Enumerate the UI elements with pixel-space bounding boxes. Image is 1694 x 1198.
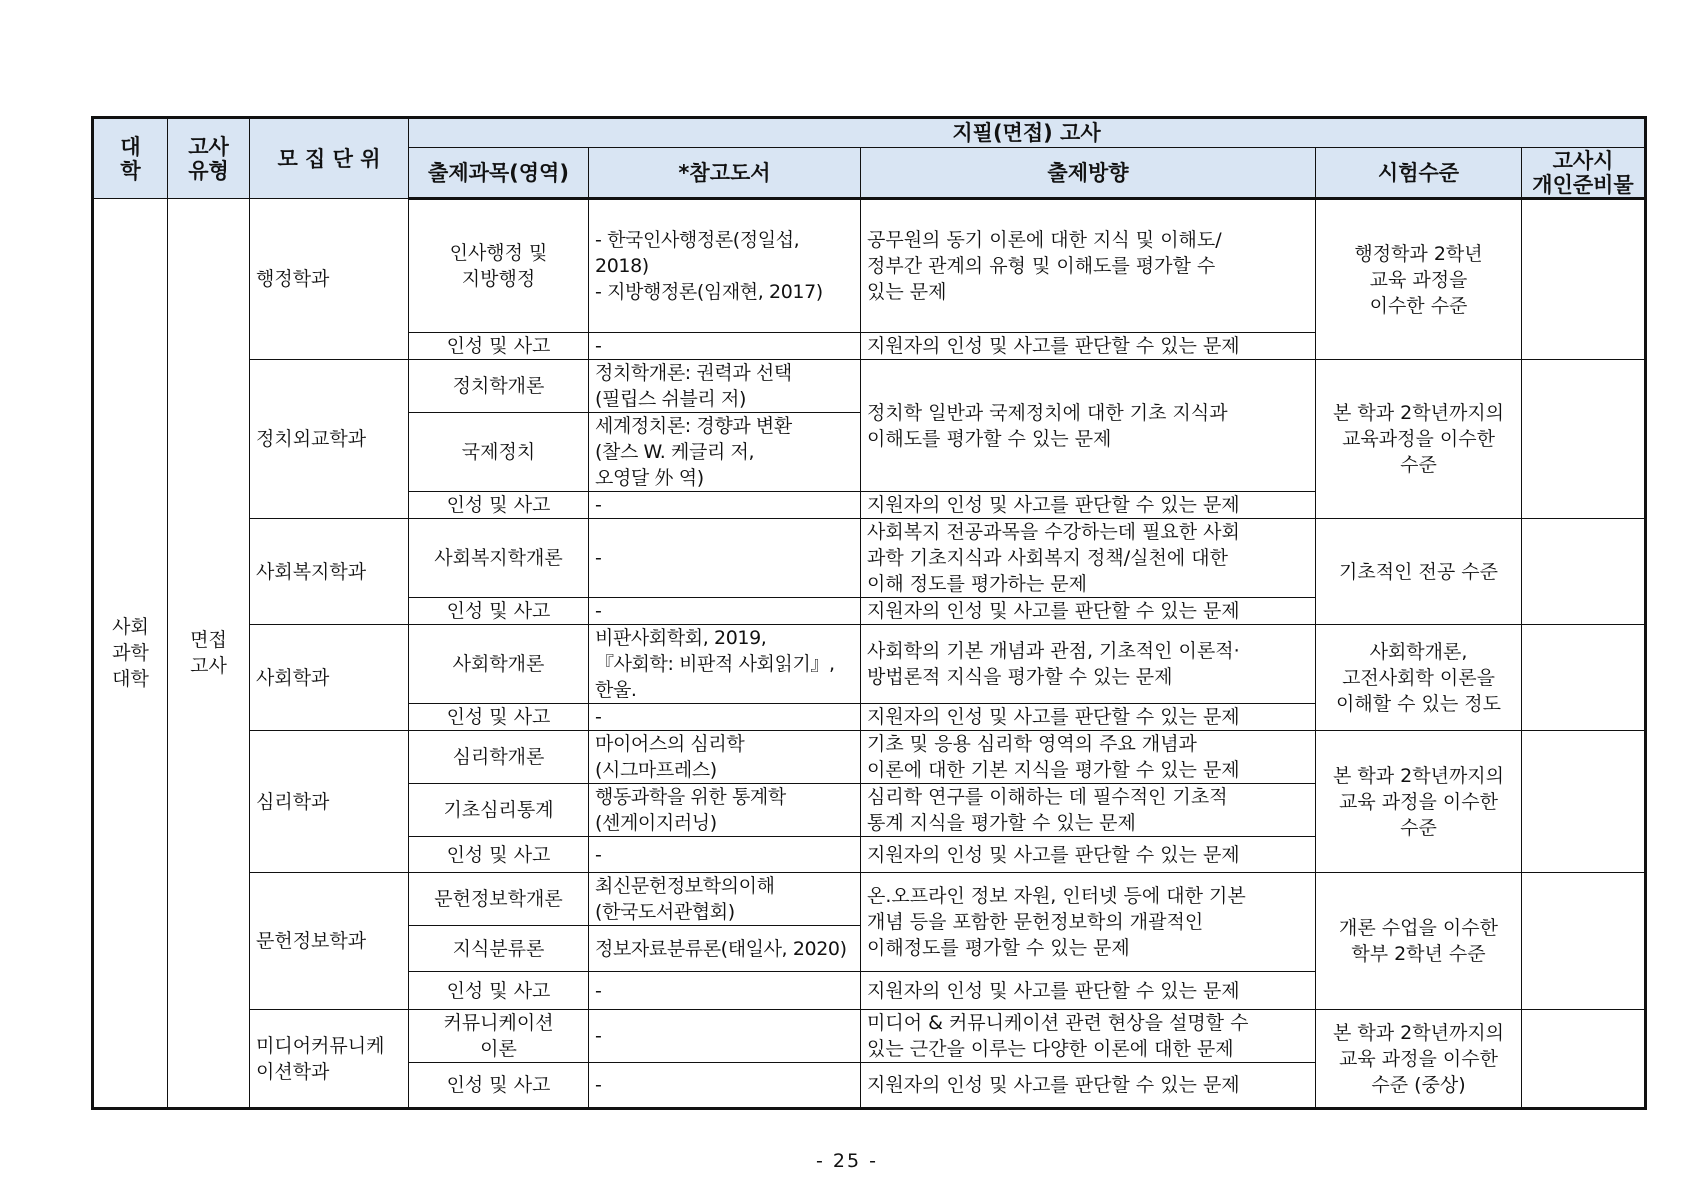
direction-cell: 지원자의 인성 및 사고를 판단할 수 있는 문제: [861, 837, 1316, 873]
subject-cell: 인성 및 사고: [409, 837, 589, 873]
header-prep: 고사시 개인준비물: [1522, 148, 1646, 199]
subject-cell: 국제정치: [409, 413, 589, 492]
prep-cell: [1522, 731, 1646, 873]
level-cell: 행정학과 2학년 교육 과정을 이수한 수준: [1316, 199, 1522, 360]
prep-cell: [1522, 360, 1646, 519]
subject-cell: 인사행정 및 지방행정: [409, 199, 589, 333]
direction-cell: 기초 및 응용 심리학 영역의 주요 개념과 이론에 대한 기본 지식을 평가할 수 있는 문제: [861, 731, 1316, 784]
reference-cell: 최신문헌정보학의이해 (한국도서관협회): [589, 873, 861, 926]
level-cell: 본 학과 2학년까지의 교육 과정을 이수한 수준 (중상): [1316, 1010, 1522, 1109]
reference-cell: -: [589, 704, 861, 731]
direction-cell: 미디어 & 커뮤니케이션 관련 현상을 설명할 수 있는 근간을 이루는 다양한 이론에 대한 문제: [861, 1010, 1316, 1063]
header-college: 대 학: [93, 118, 168, 199]
subject-cell: 인성 및 사고: [409, 492, 589, 519]
reference-cell: 정치학개론: 권력과 선택 (필립스 쉬블리 저): [589, 360, 861, 413]
subject-cell: 커뮤니케이션 이론: [409, 1010, 589, 1063]
subject-cell: 사회학개론: [409, 625, 589, 704]
direction-cell: 사회복지 전공과목을 수강하는데 필요한 사회 과학 기초지식과 사회복지 정책/실천에 대한 이해 정도를 평가하는 문제: [861, 519, 1316, 598]
prep-cell: [1522, 519, 1646, 625]
level-cell: 본 학과 2학년까지의 교육과정을 이수한 수준: [1316, 360, 1522, 519]
direction-cell: 지원자의 인성 및 사고를 판단할 수 있는 문제: [861, 1063, 1316, 1109]
dept-name: 행정학과: [250, 199, 409, 360]
level-cell: 사회학개론, 고전사회학 이론을 이해할 수 있는 정도: [1316, 625, 1522, 731]
dept-name: 사회학과: [250, 625, 409, 731]
reference-cell: 행동과학을 위한 통계학 (센게이지러닝): [589, 784, 861, 837]
prep-cell: [1522, 625, 1646, 731]
direction-cell: 공무원의 동기 이론에 대한 지식 및 이해도/ 정부간 관계의 유형 및 이해도를 평가할 수 있는 문제: [861, 199, 1316, 333]
direction-cell: 지원자의 인성 및 사고를 판단할 수 있는 문제: [861, 492, 1316, 519]
reference-cell: -: [589, 333, 861, 360]
subject-cell: 지식분류론: [409, 926, 589, 972]
direction-cell: 지원자의 인성 및 사고를 판단할 수 있는 문제: [861, 704, 1316, 731]
subject-cell: 사회복지학개론: [409, 519, 589, 598]
header-subject: 출제과목(영역): [409, 148, 589, 199]
page-number: - 25 -: [816, 1150, 878, 1172]
reference-cell: 마이어스의 심리학 (시그마프레스): [589, 731, 861, 784]
reference-cell: 세계정치론: 경향과 변환 (찰스 W. 케글리 저, 오영달 外 역): [589, 413, 861, 492]
reference-cell: 정보자료분류론(태일사, 2020): [589, 926, 861, 972]
header-level: 시험수준: [1316, 148, 1522, 199]
header-reference: *참고도서: [589, 148, 861, 199]
header-exam-type: 고사 유형: [168, 118, 250, 199]
prep-cell: [1522, 1010, 1646, 1109]
direction-cell: 지원자의 인성 및 사고를 판단할 수 있는 문제: [861, 972, 1316, 1010]
direction-cell: 지원자의 인성 및 사고를 판단할 수 있는 문제: [861, 333, 1316, 360]
level-cell: 개론 수업을 이수한 학부 2학년 수준: [1316, 873, 1522, 1010]
direction-cell: 사회학의 기본 개념과 관점, 기초적인 이론적· 방법론적 지식을 평가할 수 있는 문제: [861, 625, 1316, 704]
reference-cell: -: [589, 1063, 861, 1109]
subject-cell: 정치학개론: [409, 360, 589, 413]
reference-cell: 비판사회학회, 2019, 『사회학: 비판적 사회읽기』, 한울.: [589, 625, 861, 704]
reference-cell: -: [589, 519, 861, 598]
subject-cell: 인성 및 사고: [409, 972, 589, 1010]
reference-cell: - 한국인사행정론(정일섭, 2018) - 지방행정론(임재현, 2017): [589, 199, 861, 333]
subject-cell: 인성 및 사고: [409, 704, 589, 731]
reference-cell: -: [589, 598, 861, 625]
reference-cell: -: [589, 492, 861, 519]
direction-cell: 지원자의 인성 및 사고를 판단할 수 있는 문제: [861, 598, 1316, 625]
prep-cell: [1522, 199, 1646, 360]
dept-name: 미디어커뮤니케 이션학과: [250, 1010, 409, 1109]
subject-cell: 인성 및 사고: [409, 1063, 589, 1109]
exam-table: [91, 116, 1647, 1110]
reference-cell: -: [589, 1010, 861, 1063]
college-cell: 사회 과학 대학: [93, 199, 168, 1109]
direction-cell: 정치학 일반과 국제정치에 대한 기초 지식과 이해도를 평가할 수 있는 문제: [861, 360, 1316, 492]
level-cell: 본 학과 2학년까지의 교육 과정을 이수한 수준: [1316, 731, 1522, 873]
prep-cell: [1522, 873, 1646, 1010]
direction-cell: 온.오프라인 정보 자원, 인터넷 등에 대한 기본 개념 등을 포함한 문헌정보학의 개괄적인 이해정도를 평가할 수 있는 문제: [861, 873, 1316, 972]
dept-name: 사회복지학과: [250, 519, 409, 625]
level-cell: 기초적인 전공 수준: [1316, 519, 1522, 625]
header-direction: 출제방향: [861, 148, 1316, 199]
header-written-interview: 지필(면접) 고사: [409, 118, 1646, 148]
dept-name: 문헌정보학과: [250, 873, 409, 1010]
subject-cell: 문헌정보학개론: [409, 873, 589, 926]
dept-name: 심리학과: [250, 731, 409, 873]
subject-cell: 기초심리통계: [409, 784, 589, 837]
reference-cell: -: [589, 837, 861, 873]
exam-type-cell: 면접 고사: [168, 199, 250, 1109]
dept-name: 정치외교학과: [250, 360, 409, 519]
header-unit: 모 집 단 위: [250, 118, 409, 199]
direction-cell: 심리학 연구를 이해하는 데 필수적인 기초적 통계 지식을 평가할 수 있는 문제: [861, 784, 1316, 837]
subject-cell: 인성 및 사고: [409, 333, 589, 360]
reference-cell: -: [589, 972, 861, 1010]
subject-cell: 인성 및 사고: [409, 598, 589, 625]
subject-cell: 심리학개론: [409, 731, 589, 784]
